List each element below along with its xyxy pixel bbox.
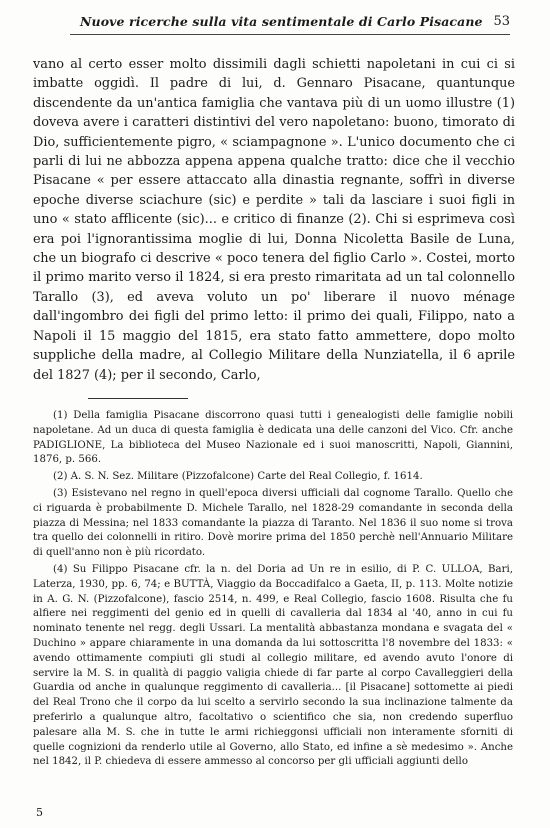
running-title: Nuove ricerche sulla vita sentimentale di Carlo Pisacane bbox=[80, 14, 483, 29]
signature-mark: 5 bbox=[36, 806, 43, 819]
footnote-separator bbox=[88, 398, 188, 399]
footnote-3: (3) Esistevano nel regno in quell'epoca diversi ufficiali dal cognome Tarallo. Quello che ci riguarda è probabilmente D. Michele Tarallo, nel 1828-29 comandante in seconda della piazza di Messina; nel 1833 comandante la piazza di Taranto. Nel 1836 il suo nome si trova tra quello dei colonnelli in ritiro. Dovè morire prima del 1850 perchè nell'Annuario Militare di quell'anno non è più ricordato. bbox=[33, 487, 513, 559]
body-paragraph: vano al certo esser molto dissimili dagli schietti napoletani in cui ci si imbatte oggidì. Il padre di lui, d. Gennaro Pisacane, quantunque discendente da un'antica famiglia che vantava più di un uomo illustre (1) doveva avere i caratteri distintivi del vero napoletano: buono, timorato di Dio, sufficientemente pigro, « sciampagnone ». L'unico documento che ci parli di lui ne abbozza appena appena qualche tratto: dice che il vecchio Pisacane « per essere attaccato alla dinastia regnante, soffrì in diverse epoche diverse sciachure (sic) e perdite » tali da lasciare i suoi figli in uno « stato afflicente (sic)... e critico di finanze (2). Chi si esprimeva così era poi l'ignorantissima moglie di lui, Donna Nicoletta Basile de Luna, che un biografo ci descrive « poco tenera del figlio Carlo ». Costei, morto il primo marito verso il 1824, si era presto rimaritata ad un tal colonnello Tarallo (3), ed aveva voluto un po' liberare il nuovo ménage dall'ingombro dei figli del primo letto: il primo dei quali, Filippo, nato a Napoli il 15 maggio del 1815, era stato fatto ammettere, dopo molto suppliche della madre, al Collegio Militare della Nunziatella, il 6 aprile del 1827 (4); per il secondo, Carlo, bbox=[33, 57, 515, 383]
footnote-1: (1) Della famiglia Pisacane discorrono quasi tutti i genealogisti delle famiglie nobili napoletane. Ad un duca di questa famiglia è dedicata una delle canzoni del Vico. Cfr. anche PADIGLIONE, La biblioteca del Museo Nazionale ed i suoi manoscritti, Napoli, Giannini, 1876, p. 566. bbox=[33, 410, 513, 466]
running-header bbox=[70, 12, 510, 35]
footnotes bbox=[33, 409, 513, 772]
footnote-2: (2) A. S. N. Sez. Militare (Pizzofalcone) Carte del Real Collegio, f. 1614. bbox=[53, 471, 423, 483]
main-text bbox=[33, 55, 515, 385]
page-number: 53 bbox=[493, 14, 510, 29]
footnote-4: (4) Su Filippo Pisacane cfr. la n. del Doria ad Un re in esilio, di P. C. ULLOA, Bari, Laterza, 1930, pp. 6, 74; e BUTTÀ, Viaggio da Boccadifalco a Gaeta, II, p. 113. Molte notizie in A. G. N. (Pizzofalcone), fascio 2514, n. 499, e Real Collegio, fascio 1608. Risulta che fu alfiere nei reggimenti del genio ed in quelli di cavalleria dal 1834 al '40, anno in cui fu nominato tenente nel regg. degli Ussari. La mentalità abbastanza mondana e svagata del « Duchino » appare chiaramente in una domanda da lui sottoscritta l'8 novembre del 1833: « avendo ottimamente compiuti gli studi al collegio militare, ed avendo avuto l'onore di servire la M. S. in qualità di paggio valigia chiede di far parte al corpo Cavalleggieri della Guardia od anche in qualunque reggimento di cavalleria... [il Pisacane] sottomette ai piedi del Real Trono che il corpo da lui scelto a servirlo secondo la sua inclinazione talmente da preferirlo a qualunque altro, facoltativo o scientifico che sia, non credendo superfluo palesare alla M. S. che in tutte le armi richieggonsi ufficiali non interamente sforniti di quelle cognizioni da renderlo utile al Governo, allo Stato, ed infine a sè medesimo ». Anche nel 1842, il P. chiedeva di essere ammesso al concorso per gli ufficiali aggiunti dello bbox=[33, 563, 513, 768]
